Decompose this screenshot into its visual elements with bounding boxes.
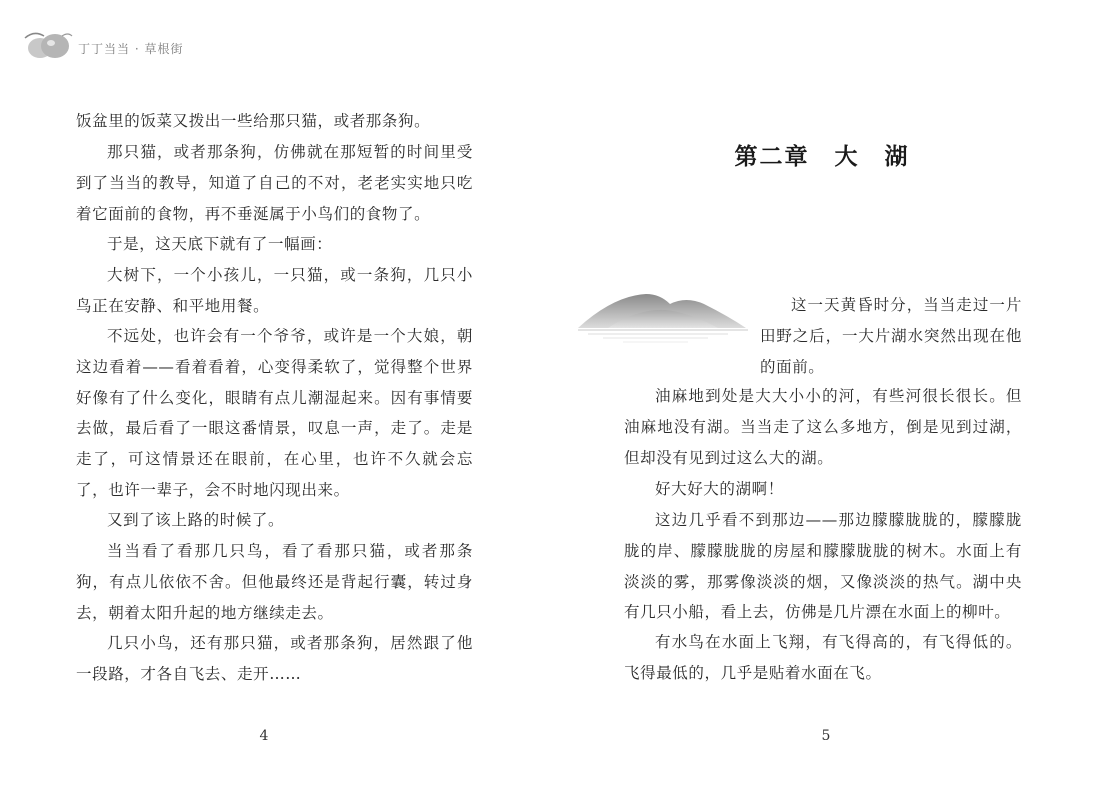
paragraph: 好大好大的湖啊！ xyxy=(655,480,784,498)
page-number: 5 xyxy=(821,728,831,744)
lake-illustration-icon xyxy=(578,290,748,350)
paragraph: 于是，这天底下就有了一幅画： xyxy=(107,235,333,253)
paragraph: 几只小鸟，还有那只猫，或者那条狗，居然跟了他一段路，才各自飞去、走开…… xyxy=(76,634,473,683)
paragraph: 油麻地到处是大大小小的河，有些河很长很长。但油麻地没有湖。当当走了这么多地方，倒是见到过湖，但却没有见到过这么大的湖。 xyxy=(624,387,1022,467)
paragraph: 又到了该上路的时候了。 xyxy=(107,511,285,529)
paragraph: 有水鸟在水面上飞翔，有飞得高的，有飞得低的。飞得最低的，几乎是贴着水面在飞。 xyxy=(624,633,1022,682)
series-title: 丁丁当当 · 草根街 xyxy=(78,42,184,56)
paragraph: 当当看了看那几只鸟，看了看那只猫，或者那条狗，有点儿依依不舍。但他最终还是背起行囊，转过身去，朝着太阳升起的地方继续走去。 xyxy=(76,542,473,622)
paragraph: 这边几乎看不到那边——那边朦朦胧胧的，朦朦胧胧的岸、朦朦胧胧的房屋和朦朦胧胧的树木。水面上有淡淡的雾，那雾像淡淡的烟，又像淡淡的热气。湖中央有几只小船，看上去，仿佛是几片漂在水面上的柳叶。 xyxy=(624,511,1022,622)
paragraph: 这一天黄昏时分，当当走过一片田野之后，一大片湖水突然出现在他的面前。 xyxy=(760,296,1022,376)
page-number: 4 xyxy=(259,728,269,744)
paragraph: 饭盆里的饭菜又拨出一些给那只猫，或者那条狗。 xyxy=(76,112,431,130)
paragraph: 不远处，也许会有一个爷爷，或许是一个大娘，朝这边看着——看着看着，心变得柔软了，觉得整个世界好像有了什么变化，眼睛有点儿潮湿起来。因有事情要去做，最后看了一眼这番情景，叹息一声，走了。走是走了，可这情景还在眼前，在心里，也许不久就会忘了，也许一辈子，会不时地闪现出来。 xyxy=(76,327,473,499)
right-page xyxy=(548,0,1096,786)
chapter-title: 第二章 大 湖 xyxy=(734,143,910,170)
paragraph: 大树下，一个小孩儿，一只猫，或一条狗，几只小鸟正在安静、和平地用餐。 xyxy=(76,266,473,315)
paragraph: 那只猫，或者那条狗，仿佛就在那短暂的时间里受到了当当的教导，知道了自己的不对，老老实实地只吃着它面前的食物，再不垂涎属于小鸟们的食物了。 xyxy=(76,143,473,223)
